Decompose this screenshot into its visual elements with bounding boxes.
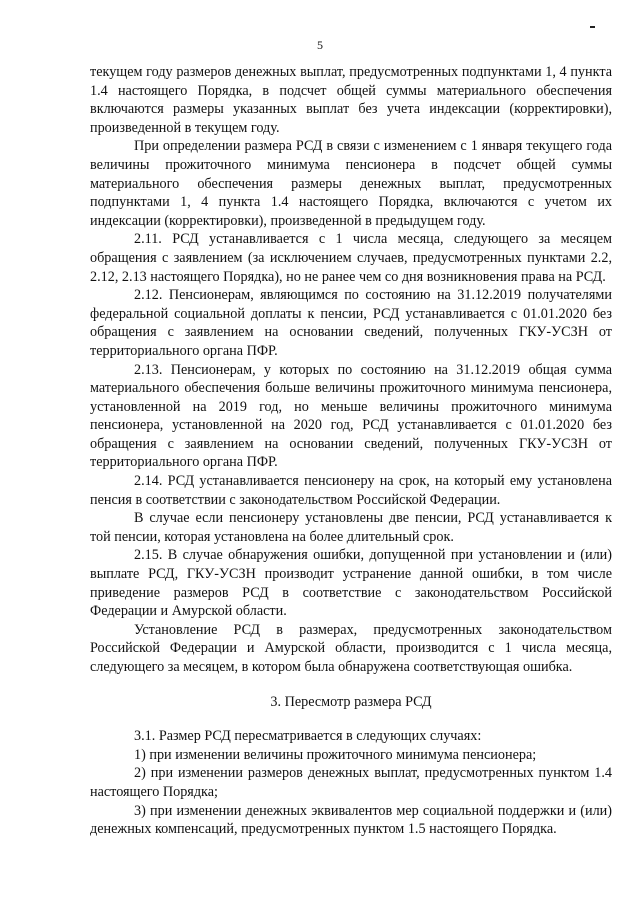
section-item-2: 2) при изменении размеров денежных выплат, предусмотренных пунктом 1.4 настоящего Порядка; (90, 765, 612, 800)
paragraph-size-determination: При определении размера РСД в связи с изменением с 1 января текущего года величины прожиточного минимума пенсионера в подсчет общей суммы материального обеспечения размеры денежных выплат, предусмотренных подпунктами 1, 4 пункта 1.4 настоящего Порядка, включаются с учетом их индексации (корректировки), произведенной в предыдущем году. (90, 138, 612, 229)
paragraph-2-15: 2.15. В случае обнаружения ошибки, допущенной при установлении и (или) выплате РСД, ГКУ-УСЗН производит устранение данной ошибки, в том числе приведение размеров РСД в соответствие с законодательством Российской Федерации и Амурской области. (90, 547, 612, 620)
section-item-1: 1) при изменении величины прожиточного минимума пенсионера; (134, 746, 537, 763)
section-item-3: 3) при изменении денежных эквивалентов мер социальной поддержки и (или) денежных компенсаций, предусмотренных пунктом 1.5 настоящего Порядка. (90, 802, 612, 838)
paragraph-2-13: 2.13. Пенсионерам, у которых по состоянию на 31.12.2019 общая сумма материального обеспечения больше величины прожиточного минимума пенсионера, установленной на 2019 год, но меньше величины прожиточного минимума пенсионера, установленной на 2020 год, РСД устанавливается с 01.01.2020 без обращения с заявлением на основании сведений, полученных ГКУ-УСЗН от территориального органа ПФР. (90, 361, 612, 471)
section-item-3-1: 3.1. Размер РСД пересматривается в следующих случаях: (134, 728, 482, 745)
section-heading: 3. Пересмотр размера РСД (270, 693, 432, 710)
paragraph-establishment: Установление РСД в размерах, предусмотренных законодательством Российской Федерации и Амурской области, производится с 1 числа месяца, следующего за месяцем, в котором была обнаружена соответствующая ошибка. (90, 621, 612, 675)
paragraph-2-11: 2.11. РСД устанавливается с 1 числа месяца, следующего за месяцем обращения с заявлением (за исключением случаев, предусмотренных пунктами 2.2, 2.12, 2.13 настоящего Порядка), но не ранее чем со дня возникновения права на РСД. (90, 231, 612, 285)
scan-artifact (590, 26, 595, 28)
document-body (90, 63, 612, 839)
paragraph-two-pensions: В случае если пенсионеру установлены две пенсии, РСД устанавливается к той пенсии, которая установлена на более длительный срок. (90, 510, 612, 545)
paragraph-2-14: 2.14. РСД устанавливается пенсионеру на срок, на который ему установлена пенсия в соответствии с законодательством Российской Федерации. (90, 473, 612, 508)
page-number: 5 (317, 38, 323, 52)
paragraph-2-12: 2.12. Пенсионерам, являющимся по состоянию на 31.12.2019 получателями федеральной социальной доплаты к пенсии, РСД устанавливается с 01.01.2020 без обращения с заявлением на основании сведений, полученных ГКУ-УСЗН от территориального органа ПФР. (90, 287, 612, 359)
paragraph-continuation: текущем году размеров денежных выплат, предусмотренных подпунктами 1, 4 пункта 1.4 настоящего Порядка, в подсчет общей суммы материального обеспечения включаются размеры указанных выплат без учета индексации (корректировки), произведенной в текущем году. (90, 64, 612, 136)
